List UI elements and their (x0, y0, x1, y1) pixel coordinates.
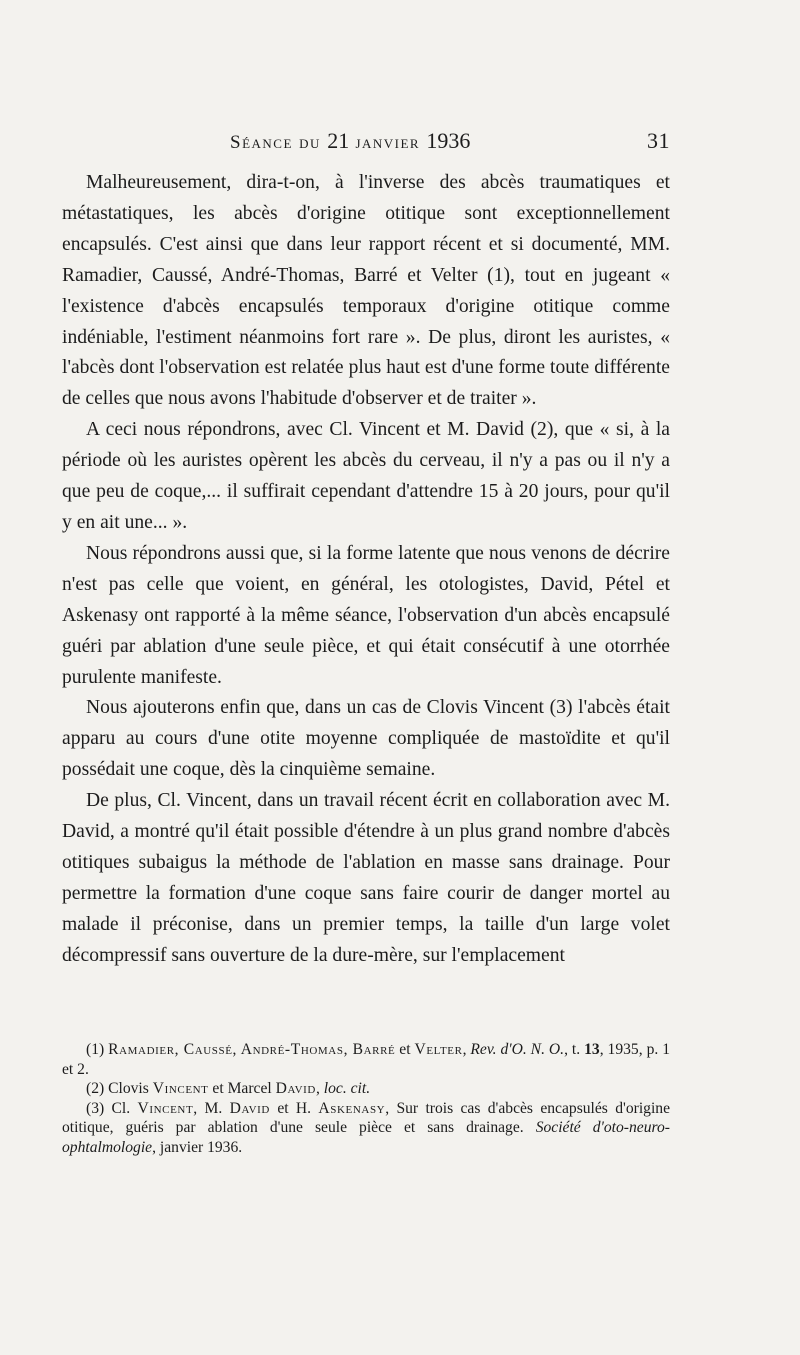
footnote-2-number: (2) Clovis (86, 1080, 153, 1097)
header-title (230, 128, 470, 154)
footnote-2-sep: , (315, 1080, 324, 1097)
paragraph-5: De plus, Cl. Vincent, dans un travail récent écrit en collaboration avec M. David, a montré qu'il était possible d'étendre à un plus grand nombre d'abcès otitiques subaigus la méthode de l'ablation en masse sans drainage. Pour permettre la formation d'une coque sans faire courir de danger mortel au malade il préconise, dans un premier temps, la taille d'un large volet décompressif sans ouverture de la dure-mère, sur l'emplacement (62, 790, 670, 966)
footnote-3 (62, 1099, 670, 1158)
header-month: janvier (349, 132, 427, 153)
footnote-3-journal: Société d'oto-neuro-ophtalmologie (62, 1119, 670, 1156)
page-number: 31 (647, 128, 670, 153)
footnote-3-date: , janvier 1936. (152, 1138, 243, 1156)
footnote-3-sep-1: , M. (193, 1099, 230, 1117)
footnote-1-number: (1) (86, 1041, 109, 1058)
header-title-pre: Séance du (230, 132, 328, 153)
header-year: 1936 (426, 128, 471, 153)
footnote-2 (62, 1079, 670, 1099)
paragraph-2: A ceci nous répondrons, avec Cl. Vincent et M. David (2), que « si, à la période où les auristes opèrent les abcès du cerveau, il n'y a pas ou il n'y a que peu de coque,... il suffirait cependant d'attendre 15 à 20 jours, pour qu'il y en ait une... ». (62, 419, 670, 533)
header-day: 21 (327, 128, 350, 153)
paragraph-3: Nous répondrons aussi que, si la forme latente que nous venons de décrire n'est pas celle que voient, en général, les otologistes, David, Pétel et Askenasy ont rapporté à la même séance, l'observation d'un abcès encapsulé guéri par ablation d'une seule pièce, et qui était consécutif à une otorrhée purulente manifeste. (62, 542, 670, 688)
footnote-3-title: , Sur trois cas d'abcès encapsulés d'origine otitique, guéris par ablation d'une seule pièce et sans drainage. (62, 1099, 670, 1136)
footnote-1-tome: , t. (564, 1041, 585, 1058)
footnote-1-conj: et (395, 1041, 415, 1058)
footnotes (62, 1040, 670, 1157)
footnote-2-mid: et Marcel (208, 1080, 276, 1097)
footnote-3-author-3: Askenasy (318, 1099, 386, 1117)
footnote-2-loc-cit: loc. cit. (323, 1080, 371, 1097)
footnote-1-volume: 13 (584, 1041, 600, 1058)
footnote-1-authors: Ramadier, Caussé, André-Thomas, Barré (108, 1041, 396, 1058)
footnote-2-author-2: David (275, 1080, 316, 1097)
footnote-2-author-1: Vincent (152, 1080, 209, 1097)
footnote-3-number: (3) Cl. (86, 1099, 138, 1117)
running-header (62, 128, 670, 158)
footnote-1-journal: Rev. d'O. N. O. (470, 1041, 565, 1058)
footnote-1-sep: , (462, 1041, 471, 1058)
footnote-3-author-1: Vincent (137, 1099, 194, 1117)
footnote-1-pages: , 1935, p. 1 et 2. (62, 1041, 670, 1078)
paragraph-1: Malheureusement, dira-t-on, à l'inverse des abcès traumatiques et métastatiques, les abcès d'origine otitique sont exceptionnellement encapsulés. C'est ainsi que dans leur rapport récent et si documenté, MM. Ramadier, Caussé, André-Thomas, Barré et Velter (1), tout en jugeant « l'existence d'abcès encapsulés temporaux d'origine otitique comme indéniable, l'estiment néanmoins fort rare ». De plus, diront les auristes, « l'abcès dont l'observation est relatée plus haut est d'une forme toute différente de celles que nous avons l'habitude d'observer et de traiter ». (62, 172, 670, 410)
footnote-1 (62, 1040, 670, 1079)
footnote-3-sep-2: et H. (269, 1099, 319, 1117)
paragraph-4: Nous ajouterons enfin que, dans un cas de Clovis Vincent (3) l'abcès était apparu au cours d'une otite moyenne compliquée de mastoïdite et qu'il possédait une coque, dès la cinquième semaine. (62, 697, 670, 781)
footnote-3-author-2: David (229, 1099, 270, 1117)
body-text (62, 168, 670, 972)
footnote-1-author-last: Velter (414, 1041, 463, 1058)
